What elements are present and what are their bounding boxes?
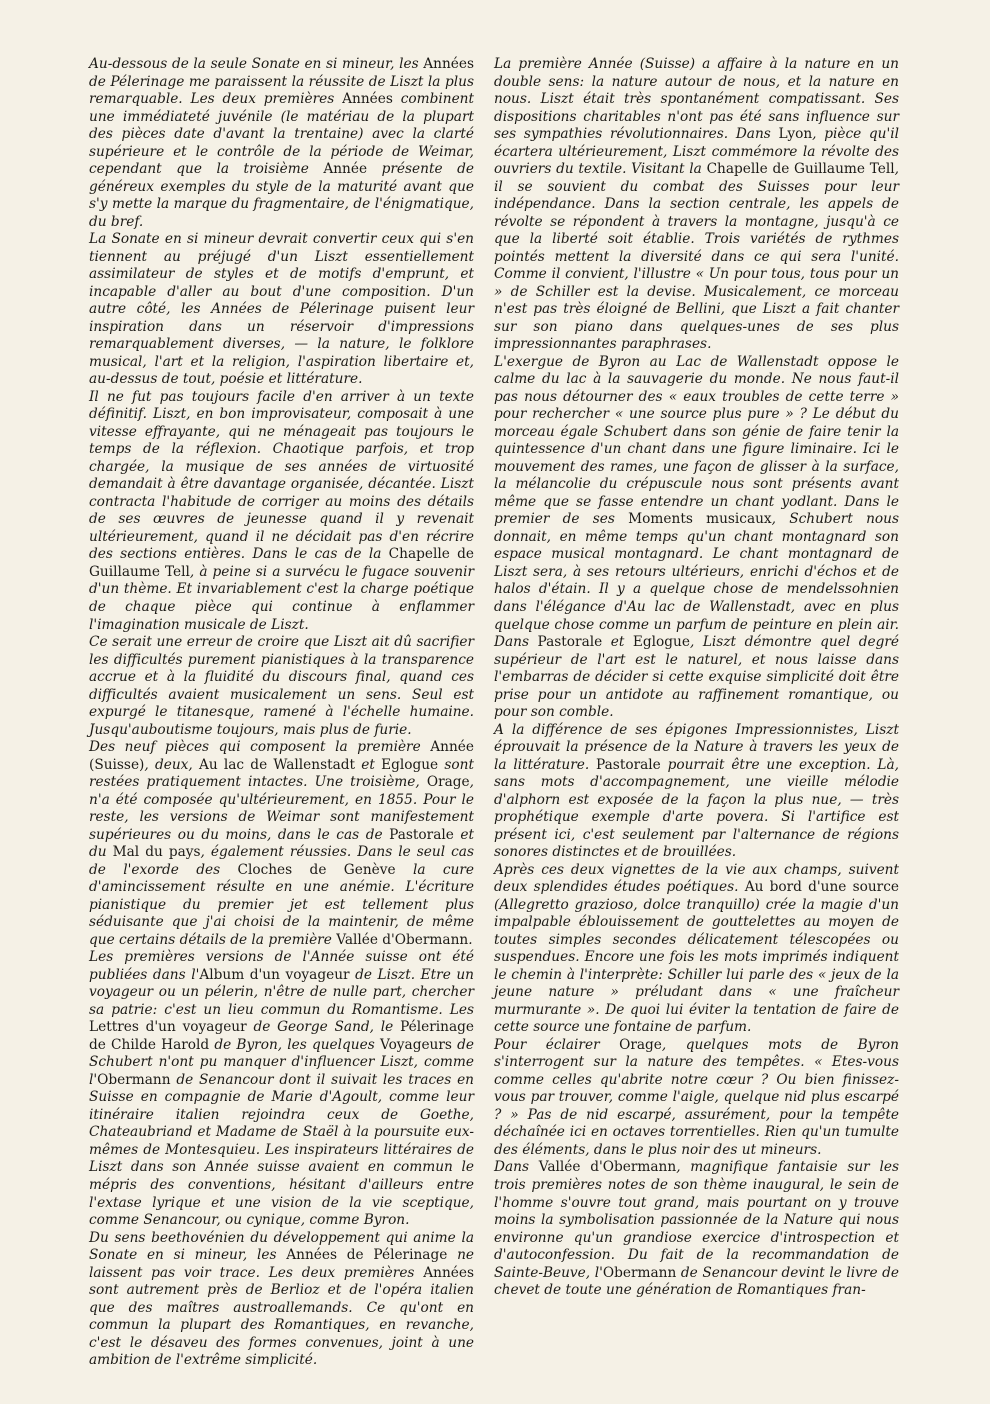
title-reference: Au lac de Wallenstadt	[198, 756, 356, 773]
left-paragraph	[89, 1230, 474, 1370]
left-paragraph	[89, 231, 474, 389]
title-reference: Orage	[619, 1036, 662, 1053]
paragraph-text: et	[602, 634, 633, 651]
title-reference: Chapelle de Guillaume Tell	[89, 546, 474, 580]
paragraph-text: de Senancour dont il suivait les traces en Suisse en compagnie de Marie d'Agoult, comme leur itinéraire italien rejoindra ceux de Goethe, Chateaubriand et Madame de Staël à la poursuite eux-mêmes de Montesquieu. Les inspirateurs littéraires de Liszt dans son Année suisse avaient en commun le mépris des conventions, hésitant d'ailleurs entre l'extase lyrique et une vision de la vie sceptique, comme Senancour, ou cynique, comme Byron.	[89, 1071, 474, 1229]
title-reference: Cloches de Genève	[237, 861, 396, 878]
title-reference: Années de Pélerinage	[286, 1247, 448, 1264]
paragraph-text: La Sonate en si mineur devrait convertir ceux qui s'en tiennent au préjugé d'un Liszt essentiellement assimilateur de styles et de motifs d'emprunt, et incapable d'aller au bout d'une composition. D'un autre côté, les Années de Pélerinage puisent leur inspiration dans un réservoir d'impressions remarquablement diverses, — la nature, le folklore musical, l'art et la religion, l'aspiration libertaire et, au-dessus de tout, poésie et littérature.	[89, 231, 474, 388]
paragraph-text: Dans	[494, 1159, 539, 1176]
paragraph-text: , magnifique fantaisie sur les trois premières notes de son thème inaugural, le sein de l'homme s'ouvre tout grand, mais pourtant on y trouve moins la symbolisation passionnée de la Nature qui nous environne qu'un grandiose exercice d'introspection et d'autoconfession. Du fait de la recommandation de Sainte-Beuve, l'	[494, 1159, 899, 1281]
paragraph-text: de Byron, les quelques	[209, 1036, 380, 1053]
title-reference: Vallée d'Obermann	[336, 931, 469, 948]
right-paragraph	[494, 1037, 899, 1160]
paragraph-text: La première Année (Suisse) a affaire à la nature en un double sens: la nature autour de nous, et la nature en nous. Liszt était très spontanément compatissant. Ses dispositions charitables n'ont pas été sans influence sur ses sympathies révolutionnaires. Dans	[494, 56, 899, 143]
paragraph-text: et du	[89, 826, 474, 861]
paragraph-text: , quelques mots de Byron s'interrogent sur la nature des tempêtes. « Etes-vous comme celles qu'abrite notre cœur ? Ou bien finissez-vous par trouver, comme l'aigle, quelque nid plus escarpé ? » Pas de nid escarpé, assurément, pour la tempête déchaînée ici en octaves torrentielles. Rien qu'un tumulte des éléments, dans le plus noir des ut mineurs.	[494, 1036, 899, 1158]
title-reference: Eglogue	[381, 756, 439, 773]
paragraph-text: sont restées pratiquement intactes. Une troisième,	[89, 756, 474, 791]
paragraph-text: pourrait être une exception. Là, sans mots d'accompagnement, une vieille mélodie d'alphorn est exposée de la façon la plus nue, — très prophétique exemple d'arte povera. Si l'artifice est présent ici, c'est seulement par l'alternance de régions sonores distinctes et de brouillées.	[494, 756, 899, 861]
title-reference: Année (Suisse)	[89, 739, 474, 773]
paragraph-text: Des neuf pièces qui composent la première	[89, 739, 431, 756]
left-paragraph	[89, 949, 474, 1229]
paragraph-text: Au-dessous de la seule Sonate en si mineur, les	[89, 56, 424, 72]
title-reference: Lettres d'un voyageur	[89, 1019, 247, 1036]
left-paragraph	[89, 739, 474, 949]
title-reference: Au bord d'une source	[744, 879, 899, 896]
right-text-column	[494, 56, 899, 1300]
paragraph-text: .	[468, 931, 473, 948]
right-paragraph	[494, 354, 899, 722]
paragraph-text: Après ces deux vignettes de la vie aux champs, suivent deux splendides études poétiques.	[494, 861, 899, 896]
paragraph-text: Du sens beethovénien du développement qui anime la Sonate en si mineur, les	[89, 1229, 474, 1264]
title-reference: Années	[342, 91, 393, 108]
paragraph-text: sont autrement près de Berlioz et de l'opéra italien que des maîtres austroallemands. Ce qu'ont en commun la plupart des Romantiques, en revanche, c'est le désaveu des formes convenues, joint à une ambition de l'extrême simplicité.	[89, 1282, 474, 1369]
paragraph-text: , Schubert nous donnait, en même temps qu'un chant montagnard son espace musical montagnard. Le chant montagnard de Liszt sera, à ses retours ultérieurs, enrichi d'échos et de halos d'étain. Il y a quelque chose de mendelssohnien dans l'élégance d'Au lac de Wallenstadt, avec en plus quelque chose comme un parfum de peinture en plein air. Dans	[494, 511, 899, 651]
left-paragraph	[89, 634, 474, 739]
title-reference: Chapelle de Guillaume Tell	[706, 161, 895, 178]
title-reference: Année	[323, 161, 368, 178]
title-reference: Années	[423, 56, 474, 72]
title-reference: Eglogue	[632, 634, 690, 651]
title-reference: Pélerinage de Childe Harold	[89, 1019, 474, 1053]
paragraph-text: , pièce qu'il écartera ultérieurement, Liszt commémore la révolte des ouvriers du textile. Visitant la	[494, 126, 900, 178]
paragraph-text: combinent une immédiateté juvénile (le matériau de la plupart des pièces date d'avant la trentaine) avec la clarté supérieure et le contrôle de la période de Weimar, cependant que la troisième	[89, 91, 475, 178]
paragraph-text: de Pélerinage me paraissent la réussite de Liszt la plus remarquable. Les deux premières	[89, 73, 474, 108]
paragraph-text: de George Sand, le	[246, 1019, 401, 1036]
title-reference: Pastorale	[537, 634, 603, 651]
paragraph-text: Pour éclairer	[494, 1036, 620, 1053]
title-reference: Album d'un voyageur	[199, 966, 350, 983]
paragraph-text: , n'a été composée qu'ultérieurement, en 1855. Pour le reste, les versions de Weimar sont manifestement supérieures ou du moins, dans le cas de	[89, 774, 474, 843]
title-reference: Obermann	[97, 1071, 171, 1088]
paragraph-text: de Schubert n'ont pu manquer d'influencer Liszt, comme l'	[89, 1036, 474, 1088]
paragraph-text: présente de généreux exemples du style de la maturité avant que s'y mette la marque du fragmentaire, de l'énigmatique, du bref.	[89, 161, 474, 230]
right-paragraph	[494, 1159, 899, 1299]
paragraph-text: Ce serait une erreur de croire que Liszt ait dû sacrifier les difficultés purement pianistiques à la transparence accrue et à la fluidité du discours final, quand ces difficultés avaient musicalement un sens. Seul est expurgé le titanesque, ramené à l'échelle humaine. Jusqu'auboutisme toujours, mais plus de furie.	[89, 634, 474, 738]
paragraph-text: de Senancour devint le livre de chevet de toute une génération de Romantiques fran-	[494, 1264, 899, 1299]
paragraph-text: , à peine si a survécu le fugace souvenir d'un thème. Et invariablement c'est la charge poétique de chaque pièce qui continue à enflammer l'imagination musicale de Liszt.	[89, 563, 474, 633]
right-paragraph	[494, 56, 899, 354]
right-paragraph	[494, 862, 899, 1037]
title-reference: Mal du pays	[112, 844, 201, 861]
paragraph-text: Il ne fut pas toujours facile d'en arriver à un texte définitif. Liszt, en bon improvisateur, composait à une vitesse effrayante, qui ne ménageait pas toujours le temps de la réflexion. Chaotique parfois, et trop chargée, la musique de ses années de virtuosité demandait à être davantage organisée, décantée. Liszt contracta l'habitude de corriger au moins des détails de ses œuvres de jeunesse quand il y revenait ultérieurement, quand il ne décidait pas d'en récrire des sections entières. Dans le cas de la	[89, 388, 474, 563]
paragraph-text: A la différence de ses épigones Impressionnistes, Liszt éprouvait la présence de la Nature à travers les yeux de la littérature.	[494, 721, 899, 773]
title-reference: Lyon	[778, 126, 813, 143]
right-paragraph	[494, 722, 899, 862]
paragraph-text: , il se souvient du combat des Suisses pour leur indépendance. Dans la section centrale, les appels de révolte se répondent à travers la montagne, jusqu'à ce que la liberté soit établie. Trois variétés de rythmes pointés mettent la diversité dans ce qui sera l'unité. Comme il convient, l'illustre « Un pour tous, tous pour un » de Schiller est la devise. Musicalement, ce morceau n'est pas très éloigné de Bellini, que Liszt a fait chanter sur son piano dans quelques-unes de ses plus impressionnantes paraphrases.	[494, 161, 899, 353]
paragraph-text: (Allegretto grazioso, dolce tranquillo) crée la magie d'un impalpable éblouissement de gouttelettes au moyen de toutes simples secondes délicatement télescopées ou suspendues. Encore une fois les mots imprimés indiquent le chemin à l'interprète: Schiller lui parle des « jeux de la jeune nature » préludant dans « une fraîcheur murmurante ». De quoi lui éviter la tentation de faire de cette source une fontaine de parfum.	[494, 896, 899, 1036]
paragraph-text: la cure d'amincissement résulte en une anémie. L'écriture pianistique du premier jet est tellement plus séduisante que j'ai choisi de la maintenir, de même que certains détails de la première	[89, 861, 474, 948]
paragraph-text: , deux,	[144, 756, 199, 773]
title-reference: Pastorale	[596, 756, 661, 773]
title-reference: Années	[423, 1264, 474, 1281]
title-reference: Moments musicaux	[628, 511, 772, 528]
left-text-column	[89, 56, 474, 1370]
paragraph-text: Les premières versions de l'Année suisse ont été publiées dans l'	[89, 949, 474, 983]
paragraph-text: de Liszt. Etre un voyageur ou un pélerin, n'être de nulle part, chercher sa patrie: c'est un lieu commun du Romantisme. Les	[89, 966, 474, 1018]
title-reference: Vallée d'Obermann	[538, 1159, 677, 1176]
left-paragraph	[89, 56, 474, 231]
paragraph-text: ne laissent pas voir trace. Les deux premières	[89, 1247, 474, 1281]
paragraph-text: , également réussies. Dans le seul cas de l'exorde des	[89, 844, 474, 878]
title-reference: Orage	[426, 774, 470, 791]
title-reference: Pastorale	[389, 826, 454, 843]
paragraph-text: et	[355, 756, 382, 773]
title-reference: Obermann	[602, 1264, 677, 1281]
paragraph-text: L'exergue de Byron au Lac de Wallenstadt oppose le calme du lac à la sauvagerie du monde. Ne nous faut-il pas nous détourner des « eaux troubles de cette terre » pour rechercher « une source plus pure » ? Le début du morceau égale Schubert dans son génie de faire tenir la quintessence d'un chant dans une figure liminaire. Ici le mouvement des rames, une façon de glisser à la surface, la mélancolie du crépuscule nous sont présents avant même que se fasse entendre un chant yodlant. Dans le premier de ses	[494, 353, 899, 528]
left-paragraph	[89, 389, 474, 634]
title-reference: Voyageurs	[379, 1036, 452, 1053]
paragraph-text: , Liszt démontre quel degré supérieur de l'art est le naturel, et nous laisse dans l'embarras de décider si cette exquise simplicité doit être prise pour un antidote au raffinement romantique, ou pour son comble.	[494, 634, 899, 721]
